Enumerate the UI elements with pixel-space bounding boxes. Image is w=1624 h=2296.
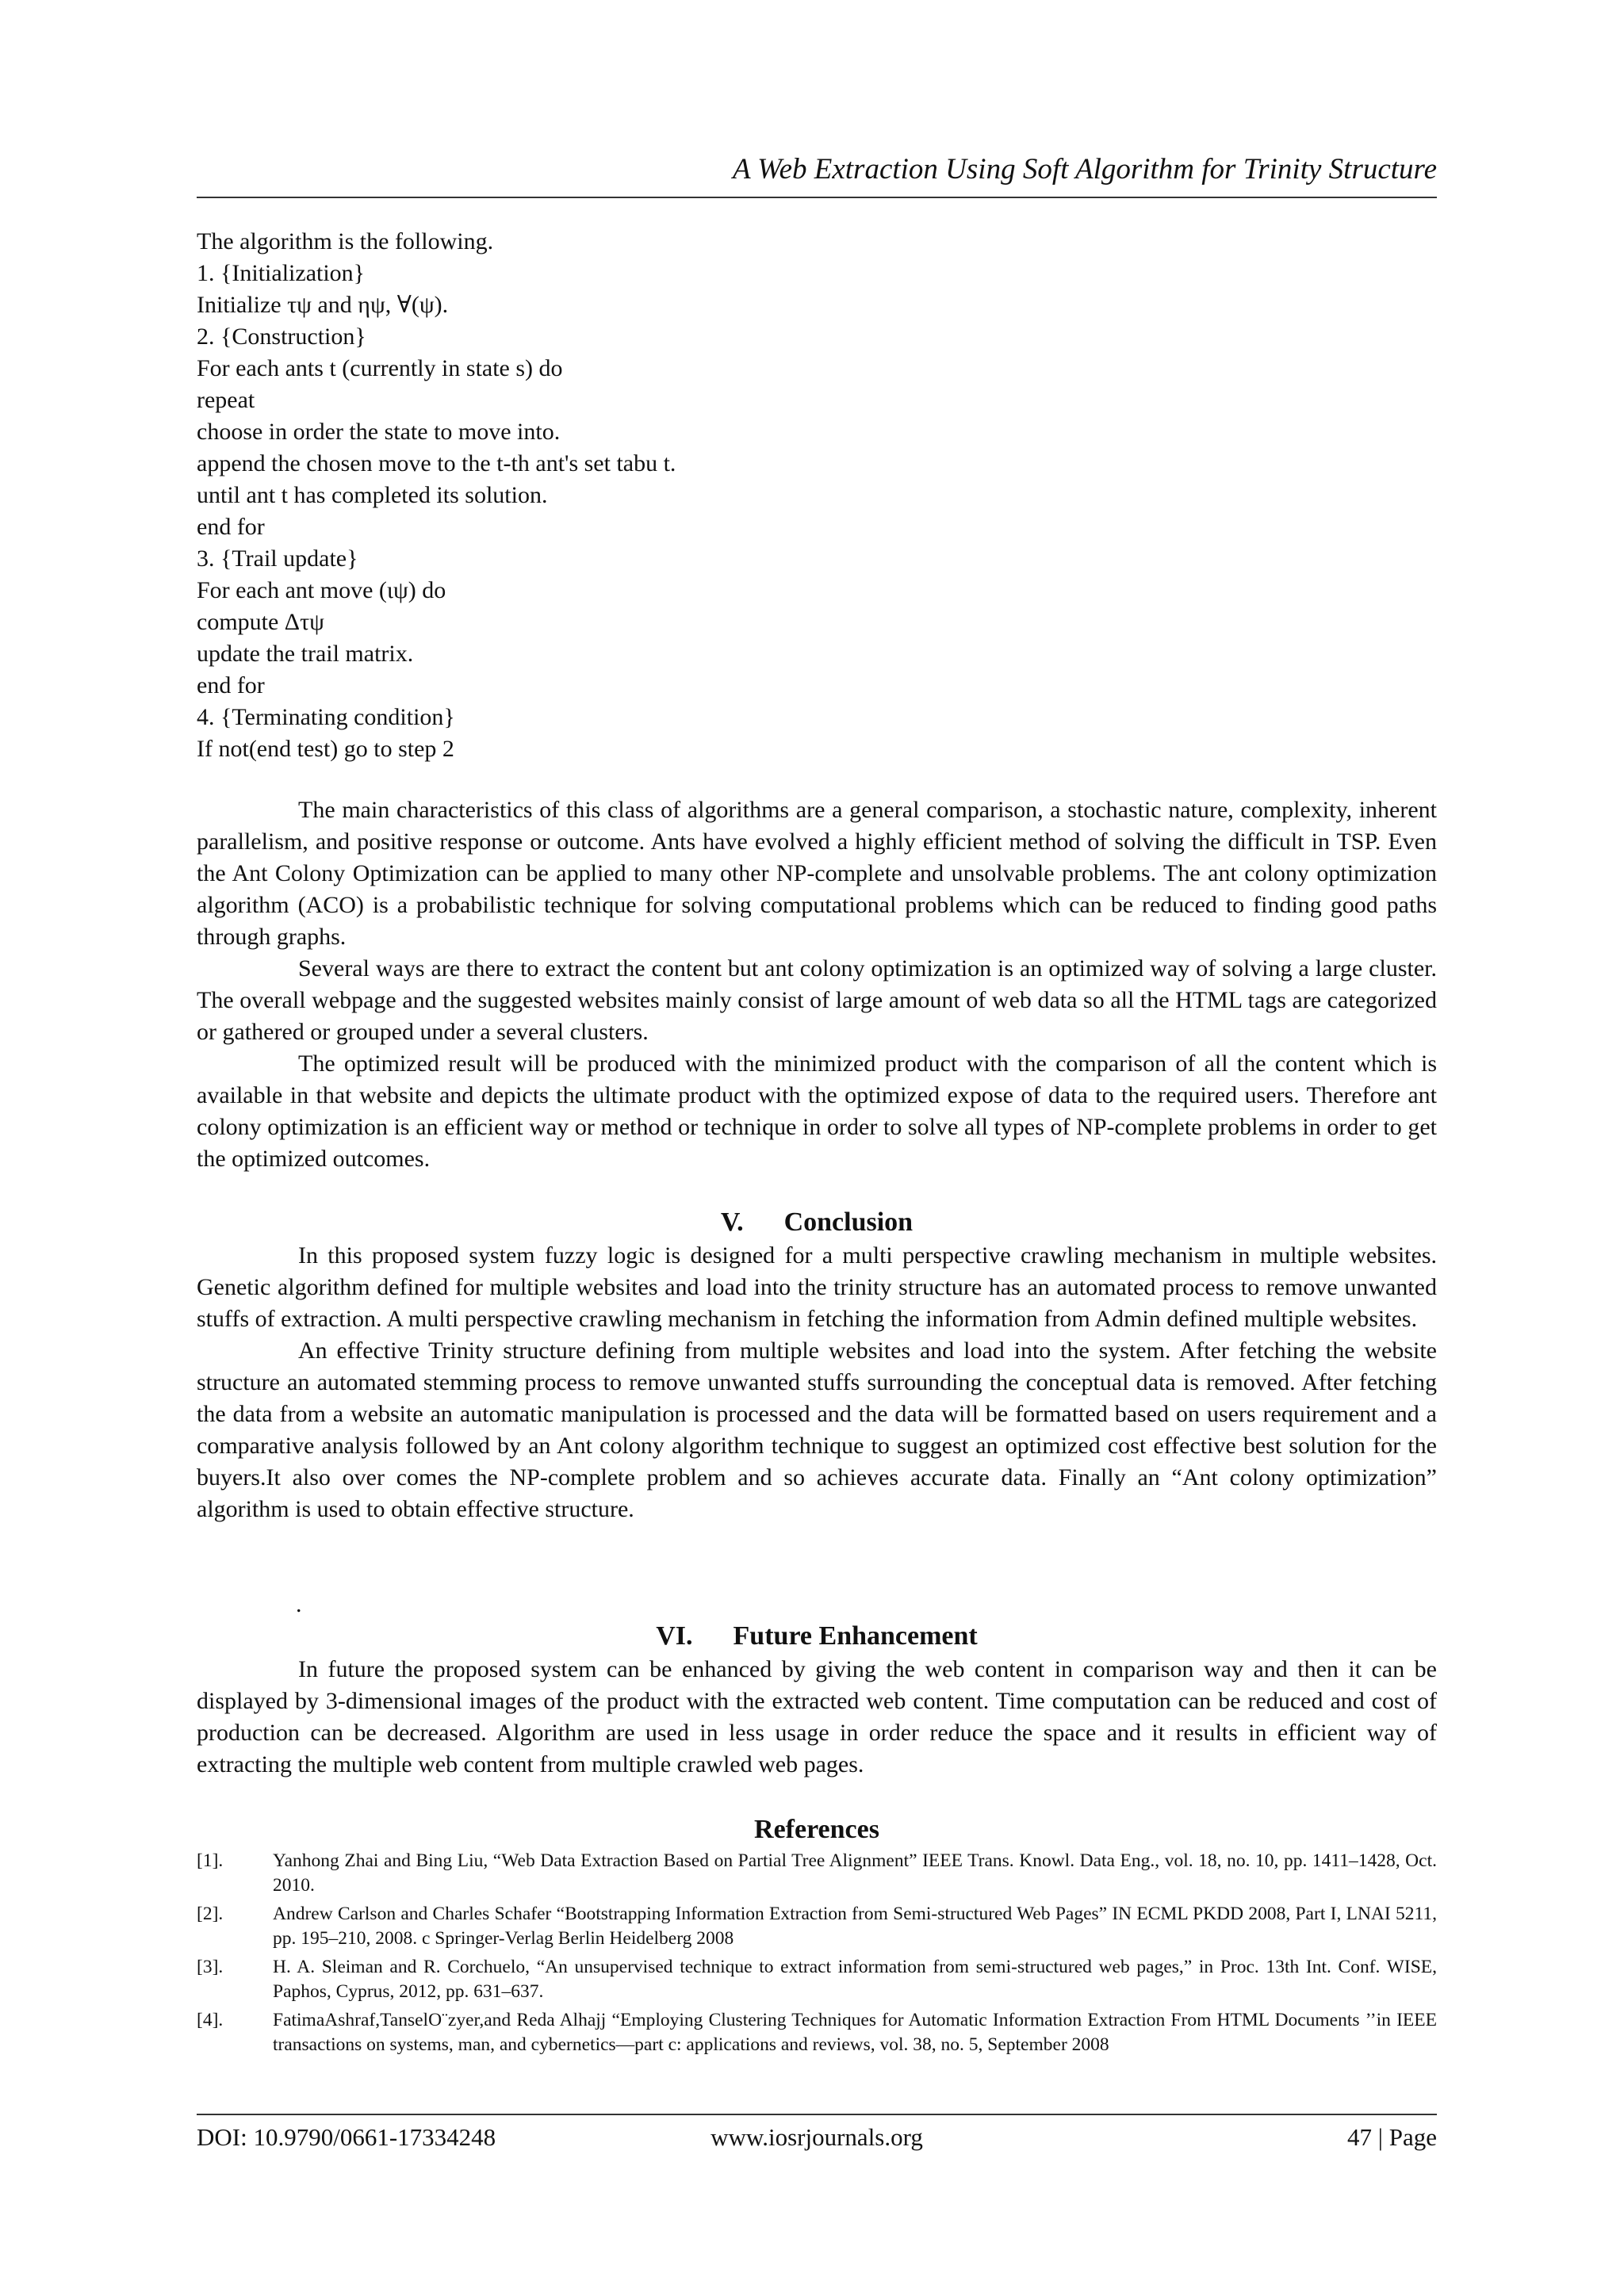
conclusion-section xyxy=(197,1240,1437,1525)
reference-item xyxy=(197,1849,1437,1898)
aco-discussion xyxy=(197,794,1437,1175)
algorithm-line: update the trail matrix. xyxy=(197,641,414,667)
body-paragraph: In this proposed system fuzzy logic is designed for a multi perspective crawling mechanism in multiple websites. Genetic algorithm defined for multiple websites and load into the trinity structure has an automated process to remove unwanted stuffs of extraction. A multi perspective crawling mechanism in fetching the information from Admin defined multiple websites. xyxy=(197,1242,1437,1332)
reference-text: H. A. Sleiman and R. Corchuelo, “An unsupervised technique to extract information from semi-structured web pages,” in Proc. 13th Int. Conf. WISE, Paphos, Cyprus, 2012, pp. 631–637. xyxy=(273,1957,1437,2002)
algorithm-line: compute Δτψ xyxy=(197,609,324,635)
body-paragraph: Several ways are there to extract the content but ant colony optimization is an optimized way of solving a large cluster. The overall webpage and the suggested websites mainly consist of large amount of web data so all the HTML tags are categorized or gathered or grouped under a several clusters. xyxy=(197,955,1437,1045)
algorithm-line: choose in order the state to move into. xyxy=(197,419,561,445)
footer-page-number: 47 | Page xyxy=(1347,2123,1437,2151)
body-paragraph: An effective Trinity structure defining from multiple websites and load into the system. After fetching the website structure an automated stemming process to remove unwanted stuffs surrounding the conceptual data is removed. After fetching the data from a website an automatic manipulation is processed and the data will be formatted based on users requirement and a comparative analysis followed by an Ant colony algorithm technique to suggest an optimized cost effective best solution for the buyers.It also over comes the NP-complete problem and so achieves accurate data. Finally an “Ant colony optimization” algorithm is used to obtain effective structure. xyxy=(197,1337,1437,1522)
algorithm-line: append the chosen move to the t-th ant's set tabu t. xyxy=(197,450,676,476)
running-header: A Web Extraction Using Soft Algorithm for Trinity Structure xyxy=(732,153,1437,186)
reference-text: Yanhong Zhai and Bing Liu, “Web Data Extraction Based on Partial Tree Alignment” IEEE Trans. Knowl. Data Eng., vol. 18, no. 10, pp. 1411–1428, Oct. 2010. xyxy=(273,1850,1437,1896)
algorithm-line: For each ant move (ιψ) do xyxy=(197,577,446,603)
body-paragraph: The main characteristics of this class of algorithms are a general comparison, a stochastic nature, complexity, inherent parallelism, and positive response or outcome. Ants have evolved a highly efficient method of solving the difficult in TSP. Even the Ant Colony Optimization can be applied to many other NP-complete and unsolvable problems. The ant colony optimization algorithm (ACO) is a probabilistic technique for solving computational problems which can be reduced to finding good paths through graphs. xyxy=(197,797,1437,950)
header-rule xyxy=(197,197,1437,198)
references-heading: References xyxy=(754,1815,879,1844)
reference-list xyxy=(197,1849,1437,2061)
footer-rule xyxy=(197,2114,1437,2115)
algorithm-line: 3. {Trail update} xyxy=(197,545,358,572)
body-paragraph: The optimized result will be produced with the minimized product with the comparison of all the content which is available in that website and depicts the ultimate product with the optimized expose of data to the required users. Therefore ant colony optimization is an efficient way or method or technique in order to solve all types of NP-complete problems in order to get the optimized outcomes. xyxy=(197,1050,1437,1172)
algorithm-line: 4. {Terminating condition} xyxy=(197,704,455,730)
reference-number: [3]. xyxy=(197,1957,224,1977)
reference-item xyxy=(197,1955,1437,2004)
reference-item xyxy=(197,1902,1437,1951)
algorithm-line: The algorithm is the following. xyxy=(197,228,494,254)
algorithm-line: Initialize τψ and ηψ, ∀(ψ). xyxy=(197,292,449,318)
footer-doi: DOI: 10.9790/0661-17334248 xyxy=(197,2123,496,2151)
reference-number: [1]. xyxy=(197,1850,224,1871)
algorithm-listing xyxy=(197,226,1437,765)
section-heading-future-enhancement: VI. Future Enhancement xyxy=(656,1621,978,1651)
body-paragraph: In future the proposed system can be enhanced by giving the web content in comparison way and then it can be displayed by 3-dimensional images of the product with the extracted web content. Time computation can be reduced and cost of production can be decreased. Algorithm are used in less usage in order reduce the space and it results in efficient way of extracting the multiple web content from multiple crawled web pages. xyxy=(197,1656,1437,1777)
page-footer xyxy=(197,2120,1437,2155)
algorithm-line: If not(end test) go to step 2 xyxy=(197,736,454,762)
algorithm-line: 2. {Construction} xyxy=(197,323,366,350)
future-section xyxy=(197,1654,1437,1781)
reference-text: FatimaAshraf,TanselO¨zyer,and Reda Alhajj “Employing Clustering Techniques for Automatic Information Extraction From HTML Documents ’’in IEEE transactions on systems, man, and cybernetics—part c: applications and reviews, vol. 38, no. 5, September 2008 xyxy=(273,2010,1437,2055)
reference-item xyxy=(197,2008,1437,2057)
algorithm-line: end for xyxy=(197,514,265,540)
reference-text: Andrew Carlson and Charles Schafer “Bootstrapping Information Extraction from Semi-structured Web Pages” IN ECML PKDD 2008, Part I, LNAI 5211, pp. 195–210, 2008. c Springer-Verlag Berlin Heidelberg 2008 xyxy=(273,1904,1437,1949)
stray-dot: . xyxy=(296,1591,302,1617)
algorithm-line: For each ants t (currently in state s) do xyxy=(197,355,563,381)
footer-website: www.iosrjournals.org xyxy=(710,2123,923,2151)
algorithm-line: 1. {Initialization} xyxy=(197,260,366,286)
algorithm-line: repeat xyxy=(197,387,255,413)
reference-number: [4]. xyxy=(197,2010,224,2030)
reference-number: [2]. xyxy=(197,1904,224,1924)
algorithm-line: end for xyxy=(197,672,265,698)
algorithm-line: until ant t has completed its solution. xyxy=(197,482,548,508)
section-heading-conclusion: V. Conclusion xyxy=(720,1207,914,1237)
